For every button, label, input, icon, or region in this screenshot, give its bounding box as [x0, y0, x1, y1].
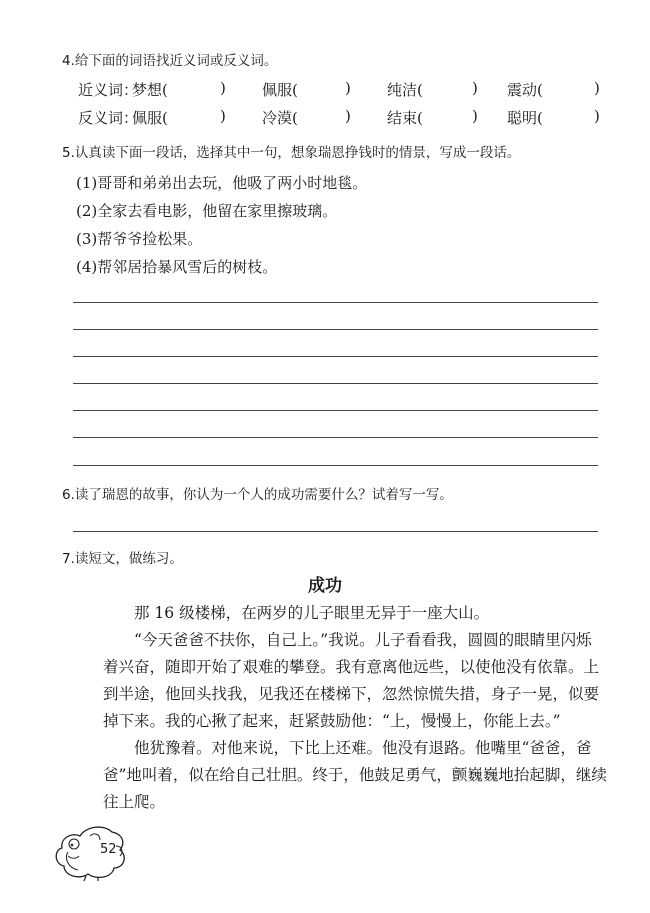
passage-body	[103, 600, 607, 816]
q5-writing-line[interactable]	[73, 356, 598, 357]
q4-row-label: 反义词：	[78, 109, 139, 127]
passage-line: 到半途，他回头找我，见我还在楼梯下，忽然惊慌失措，身子一晃，似要	[103, 685, 600, 703]
q4-antonym-row	[78, 107, 608, 129]
q5-option: (1)哥哥和弟弟出去玩，他吸了两小时地毯。	[76, 174, 368, 192]
q4-item: 震动(	[507, 81, 543, 99]
page-number: 52	[100, 842, 117, 857]
q4-row-label: 近义词：	[78, 81, 139, 99]
q5-writing-line[interactable]	[73, 465, 598, 466]
q4-close-paren: )	[345, 107, 351, 125]
q4-close-paren: )	[345, 79, 351, 97]
q4-close-paren: )	[220, 79, 226, 97]
page-mascot	[50, 822, 140, 882]
q6-prompt: 6.读了瑞恩的故事，你认为一个人的成功需要什么？试着写一写。	[62, 487, 453, 503]
cloud-sheep-icon	[50, 822, 140, 882]
passage-line: 爸”地叫着，似在给自己壮胆。终于，他鼓足勇气，颤巍巍地抬起脚，继续	[103, 766, 607, 784]
q5-writing-line[interactable]	[73, 437, 598, 438]
q4-close-paren: )	[220, 107, 226, 125]
q5-writing-line[interactable]	[73, 302, 598, 303]
q4-synonym-row	[78, 79, 608, 101]
q5-writing-line[interactable]	[73, 410, 598, 411]
q5-option: (4)帮邻居拾暴风雪后的树枝。	[76, 258, 278, 276]
q4-close-paren: )	[594, 107, 600, 125]
q4-close-paren: )	[472, 79, 478, 97]
passage-line: 他犹豫着。对他来说，下比上还难。他没有退路。他嘴里“爸爸，爸	[134, 739, 592, 757]
q4-item: 佩服(	[262, 81, 298, 99]
passage-line: 往上爬。	[103, 793, 166, 811]
passage-title: 成功	[308, 576, 342, 596]
q4-item: 梦想(	[132, 81, 168, 99]
passage-line: 掉下来。我的心揪了起来，赶紧鼓励他：“上，慢慢上，你能上去。”	[103, 712, 561, 730]
q4-prompt: 4.给下面的词语找近义词或反义词。	[62, 53, 278, 69]
q5-option: (3)帮爷爷捡松果。	[76, 230, 203, 248]
q5-writing-line[interactable]	[73, 329, 598, 330]
q4-item: 结束(	[387, 109, 423, 127]
q5-option: (2)全家去看电影，他留在家里擦玻璃。	[76, 202, 338, 220]
passage-line: 那 16 级楼梯，在两岁的儿子眼里无异于一座大山。	[134, 604, 490, 622]
passage-line: 着兴奋，随即开始了艰难的攀登。我有意离他远些，以使他没有依靠。上	[103, 658, 600, 676]
q7-prompt: 7.读短文，做练习。	[62, 551, 183, 567]
q5-writing-line[interactable]	[73, 383, 598, 384]
q4-close-paren: )	[594, 79, 600, 97]
q4-item: 纯洁(	[387, 81, 423, 99]
q4-item: 聪明(	[507, 109, 543, 127]
passage-line: “今天爸爸不扶你，自己上。”我说。儿子看看我，圆圆的眼睛里闪烁	[134, 631, 592, 649]
q4-item: 佩服(	[132, 109, 168, 127]
q5-prompt: 5.认真读下面一段话，选择其中一句，想象瑞恩挣钱时的情景，写成一段话。	[62, 145, 521, 161]
q4-item: 冷漠(	[262, 109, 298, 127]
q4-close-paren: )	[472, 107, 478, 125]
q6-writing-line[interactable]	[73, 531, 598, 532]
